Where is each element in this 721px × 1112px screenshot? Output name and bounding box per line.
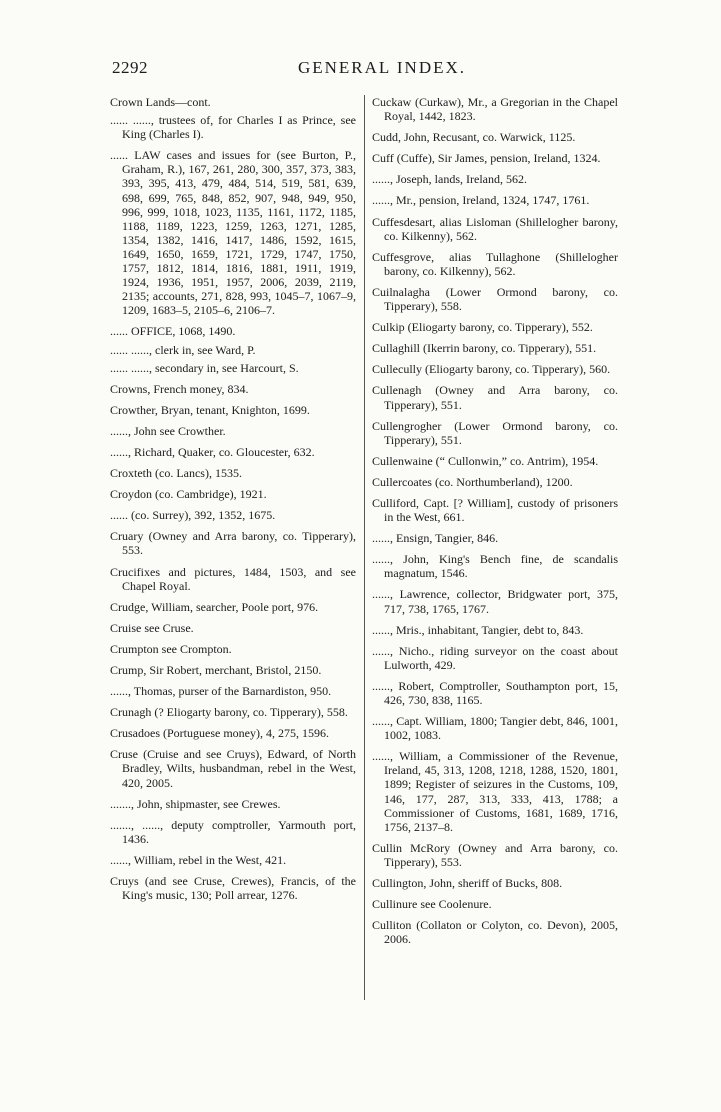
index-column-right <box>372 95 618 953</box>
index-entry: ......, Ensign, Tangier, 846. <box>372 531 499 546</box>
index-entry: Croydon (co. Cambridge), 1921. <box>110 487 267 502</box>
index-entry: ......, John, King's Bench fine, de scandalis magnatum, 1546. <box>372 552 618 581</box>
index-entry: ...... OFFICE, 1068, 1490. <box>110 324 236 339</box>
column-divider <box>364 95 365 1000</box>
index-entry: Crunagh (? Eliogarty barony, co. Tipperary), 558. <box>110 705 348 720</box>
index-entry: Cruse (Cruise and see Cruys), Edward, of North Bradley, Wilts, husbandman, rebel in the West, 420, 2005. <box>110 747 356 790</box>
index-entry: ......, Nicho., riding surveyor on the coast about Lulworth, 429. <box>372 643 618 672</box>
index-entry: ......, John see Crowther. <box>110 423 226 438</box>
index-entry: Crump, Sir Robert, merchant, Bristol, 2150. <box>110 663 322 677</box>
index-entry: Crowther, Bryan, tenant, Knighton, 1699. <box>110 402 310 417</box>
index-entry: ......, William, rebel in the West, 421. <box>110 852 287 867</box>
running-head: GENERAL INDEX. <box>297 58 467 77</box>
index-entry: Cuff (Cuffe), Sir James, pension, Ireland, 1324. <box>372 151 601 166</box>
index-entry: ......, Lawrence, collector, Bridgwater port, 375, 717, 738, 1765, 1767. <box>372 587 618 616</box>
index-entry: Cuffesgrove, alias Tullaghone (Shillelogher barony, co. Kilkenny), 562. <box>372 249 618 278</box>
index-entry: ...... ......, clerk in, see Ward, P. <box>110 342 256 357</box>
index-entry: ......., John, shipmaster, see Crewes. <box>110 796 281 811</box>
index-column-left <box>110 95 356 909</box>
index-entry: ...... (co. Surrey), 392, 1352, 1675. <box>110 508 276 523</box>
index-entry: Cullengrogher (Lower Ormond barony, co. Tipperary), 551. <box>372 418 618 447</box>
index-entry: Crudge, William, searcher, Poole port, 976. <box>110 599 319 614</box>
index-entry: ......, Capt. William, 1800; Tangier debt, 846, 1001, 1002, 1083. <box>372 714 618 743</box>
index-entry: ......, William, a Commissioner of the Revenue, Ireland, 45, 313, 1208, 1218, 1288, 1520, 1801, 1899; Register of seizures in the Customs, 109, 146, 177, 287, 313, 333, 413, 1788; a Commissioner of Customs, 1681, 1689, 1716, 1756, 2137–8. <box>372 749 618 834</box>
index-entry: Cullenwaine (“ Cullonwin,” co. Antrim), 1954. <box>372 453 599 468</box>
page-header <box>112 58 632 84</box>
index-entry: Cullington, John, sheriff of Bucks, 808. <box>372 876 563 891</box>
index-entry: Cuckaw (Curkaw), Mr., a Gregorian in the Chapel Royal, 1442, 1823. <box>372 95 618 124</box>
index-entry: Cruary (Owney and Arra barony, co. Tipperary), 553. <box>110 529 356 558</box>
index-entry: Cullaghill (Ikerrin barony, co. Tipperary), 551. <box>372 341 597 356</box>
index-entry: Cullecully (Eliogarty barony, co. Tipperary), 560. <box>372 362 611 377</box>
index-entry: Culliford, Capt. [? William], custody of prisoners in the West, 661. <box>372 495 618 525</box>
index-entry: Cudd, John, Recusant, co. Warwick, 1125. <box>372 130 576 145</box>
index-entry: Culkip (Eliogarty barony, co. Tipperary), 552. <box>372 320 593 335</box>
index-entry: Cruise see Cruse. <box>110 620 194 635</box>
index-entry: Cullinure see Coolenure. <box>372 897 492 912</box>
index-entry: Cullercoates (co. Northumberland), 1200. <box>372 474 573 489</box>
index-entry: ......, Robert, Comptroller, Southampton port, 15, 426, 730, 838, 1165. <box>372 678 618 707</box>
index-entry: ......, Richard, Quaker, co. Gloucester, 632. <box>110 444 315 459</box>
index-entry: Cuffesdesart, alias Lisloman (Shillelogher barony, co. Kilkenny), 562. <box>372 214 618 243</box>
index-entry: Crusadoes (Portuguese money), 4, 275, 1596. <box>110 726 329 741</box>
index-entry: Crucifixes and pictures, 1484, 1503, and see Chapel Royal. <box>110 564 356 593</box>
index-entry: Crumpton see Crompton. <box>110 641 232 656</box>
index-entry: Cuilnalagha (Lower Ormond barony, co. Tipperary), 558. <box>372 284 618 314</box>
index-entry: ......, Joseph, lands, Ireland, 562. <box>372 172 527 187</box>
index-entry: ...... ......, trustees of, for Charles I as Prince, see King (Charles I). <box>110 113 356 142</box>
index-entry: ...... ......, secondary in, see Harcourt, S. <box>110 360 299 375</box>
index-entry: ......, Mris., inhabitant, Tangier, debt to, 843. <box>372 622 584 637</box>
index-entry: Cullin McRory (Owney and Arra barony, co. Tipperary), 553. <box>372 840 618 869</box>
index-entry: ......., ......, deputy comptroller, Yarmouth port, 1436. <box>110 817 356 846</box>
index-entry: Cruys (and see Cruse, Crewes), Francis, of the King's music, 130; Poll arrear, 1276. <box>110 874 356 903</box>
index-entry: ......, Mr., pension, Ireland, 1324, 1747, 1761. <box>372 193 590 208</box>
index-entry: Cullenagh (Owney and Arra barony, co. Tipperary), 551. <box>372 383 618 412</box>
index-entry: Culliton (Collaton or Colyton, co. Devon), 2005, 2006. <box>372 918 618 947</box>
index-entry: Croxteth (co. Lancs), 1535. <box>110 466 242 481</box>
index-entry: Crown Lands—cont. <box>110 95 211 109</box>
page-number: 2292 <box>112 58 148 77</box>
index-entry: Crowns, French money, 834. <box>110 381 249 396</box>
index-entry: ......, Thomas, purser of the Barnardiston, 950. <box>110 684 332 699</box>
index-entry: ...... LAW cases and issues for (see Burton, P., Graham, R.), 167, 261, 280, 300, 357, 373, 383, 393, 395, 413, 479, 484, 514, 519, 581, 639, 698, 699, 765, 848, 852, 907, 948, 949, 950, 996, 999, 1018, 1023, 1135, 1161, 1172, 1185, 1188, 1189, 1223, 1259, 1263, 1271, 1285, 1354, 1382, 1416, 1417, 1486, 1592, 1615, 1649, 1650, 1659, 1721, 1729, 1747, 1750, 1757, 1812, 1814, 1816, 1881, 1911, 1919, 1924, 1936, 1951, 1957, 2006, 2039, 2119, 2135; accounts, 271, 828, 993, 1045–7, 1067–9, 1209, 1683–5, 2105–6, 2106–7. <box>110 148 356 318</box>
